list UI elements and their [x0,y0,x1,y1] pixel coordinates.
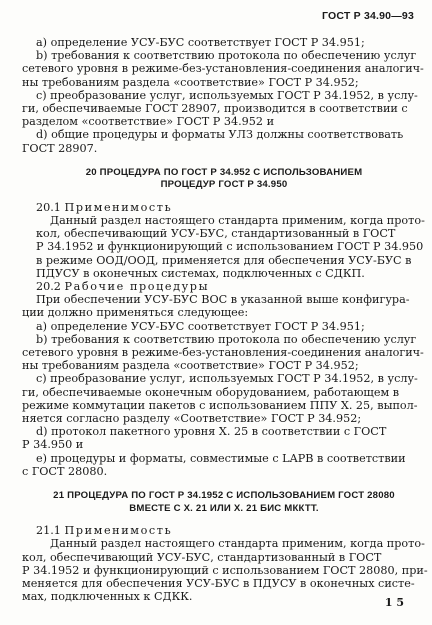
text-line: ны требованиям раздела «соответствие» ГОСТ Р 34.952; [22,75,359,89]
text-line: ции должно применяться следующее: [22,306,249,320]
subsection-21-1-body [22,537,428,604]
text-line: Р 34.950 и [22,438,84,452]
subsection-20-1-title: 20.1 Применимость [36,200,173,214]
section-19-list [22,36,424,155]
text-line: е) процедуры и форматы, совместимые с LAPB в соответствии [36,451,406,465]
text-line: Р 34.1952 и функционирующий с использованием ГОСТ Р 34.950 [36,240,424,254]
text-line: в режиме ООД/ООД, применяется для обеспечения УСУ-БУС в [36,253,412,267]
text-line: няется согласно разделу «Соответствие» ГОСТ Р 34.952; [22,412,362,426]
text-line: Данный раздел настоящего стандарта применим, когда прото- [50,537,425,551]
text-line: ГОСТ 28907. [22,141,98,155]
text-line: d) общие процедуры и форматы УЛЗ должны соответствовать [36,128,404,142]
text-line: режиме коммутации пакетов с использованием ППУ Х. 25, выпол- [22,398,418,412]
heading-line: ПРОЦЕДУР ГОСТ Р 34.950 [160,179,288,191]
text-line: сетевого уровня в режиме-без-установления-соединения аналогич- [22,346,424,360]
text-line: d) протокол пакетного уровня Х. 25 в соответствии с ГОСТ [36,425,387,439]
text-line: b) требования к соответствию протокола по обеспечению услуг [36,49,417,63]
text-line: ПДУСУ в оконечных системах, подключенных с СДКП. [36,266,365,280]
section-21-heading [36,490,412,515]
text-line: кол, обеспечивающий УСУ-БУС, стандартизованный в ГОСТ [22,550,382,564]
text-line: ги, обеспечиваемые оконечным оборудованием, работающем в [22,385,400,399]
text-line: кол, обеспечивающий УСУ-БУС, стандартизованный в ГОСТ [36,227,396,241]
heading-line: ВМЕСТЕ С Х. 21 ИЛИ Х. 21 БИС МККТТ. [129,502,319,514]
text-line: сетевого уровня в режиме-без-установления-соединения аналогич- [22,62,424,76]
text-line: меняется для обеспечения УСУ-БУС в ПДУСУ в оконечных систе- [22,576,415,590]
page-number: 1 5 [384,596,404,609]
text-line: а) определение УСУ-БУС соответствует ГОСТ Р 34.951; [36,319,365,333]
text-line: с) преобразование услуг, используемых ГОСТ Р 34.1952, в услу- [36,372,418,386]
text-line: ны требованиям раздела «соответствие» ГОСТ Р 34.952; [22,359,359,373]
heading-line: 21 ПРОЦЕДУРА ПО ГОСТ Р 34.1952 С ИСПОЛЬЗОВАНИЕМ ГОСТ 28080 [53,490,395,502]
page-header: ГОСТ Р 34.90—93 [321,10,414,22]
subsection-20-2-body [22,293,424,478]
text-line: ги, обеспечиваемые ГОСТ 28907, производится в соответствии с [22,102,408,116]
subsection-20-1-body [36,214,425,280]
text-line: с) преобразование услуг, используемых ГОСТ Р 34.1952, в услу- [36,88,418,102]
document-body [22,36,428,604]
text-line: а) определение УСУ-БУС соответствует ГОСТ Р 34.951; [36,36,365,49]
text-line: мах, подключенных к СДКК. [22,590,193,604]
text-line: b) требования к соответствию протокола по обеспечению услуг [36,332,417,346]
text-line: Данный раздел настоящего стандарта применим, когда прото- [50,214,425,228]
subsection-20-2-title: 20.2 Рабочие процедуры [36,280,210,294]
text-line: разделом «соответствие» ГОСТ Р 34.952 и [22,115,275,129]
subsection-21-1-title: 21.1 Применимость [36,524,173,538]
text-line: При обеспечении УСУ-БУС ВОС в указанной выше конфигура- [36,293,410,307]
text-line: Р 34.1952 и функционирующий с использованием ГОСТ 28080, при- [22,563,428,577]
text-line: с ГОСТ 28080. [22,464,108,478]
heading-line: 20 ПРОЦЕДУРА ПО ГОСТ Р 34.952 С ИСПОЛЬЗОВАНИЕМ [85,166,363,178]
section-20-heading [36,167,412,192]
